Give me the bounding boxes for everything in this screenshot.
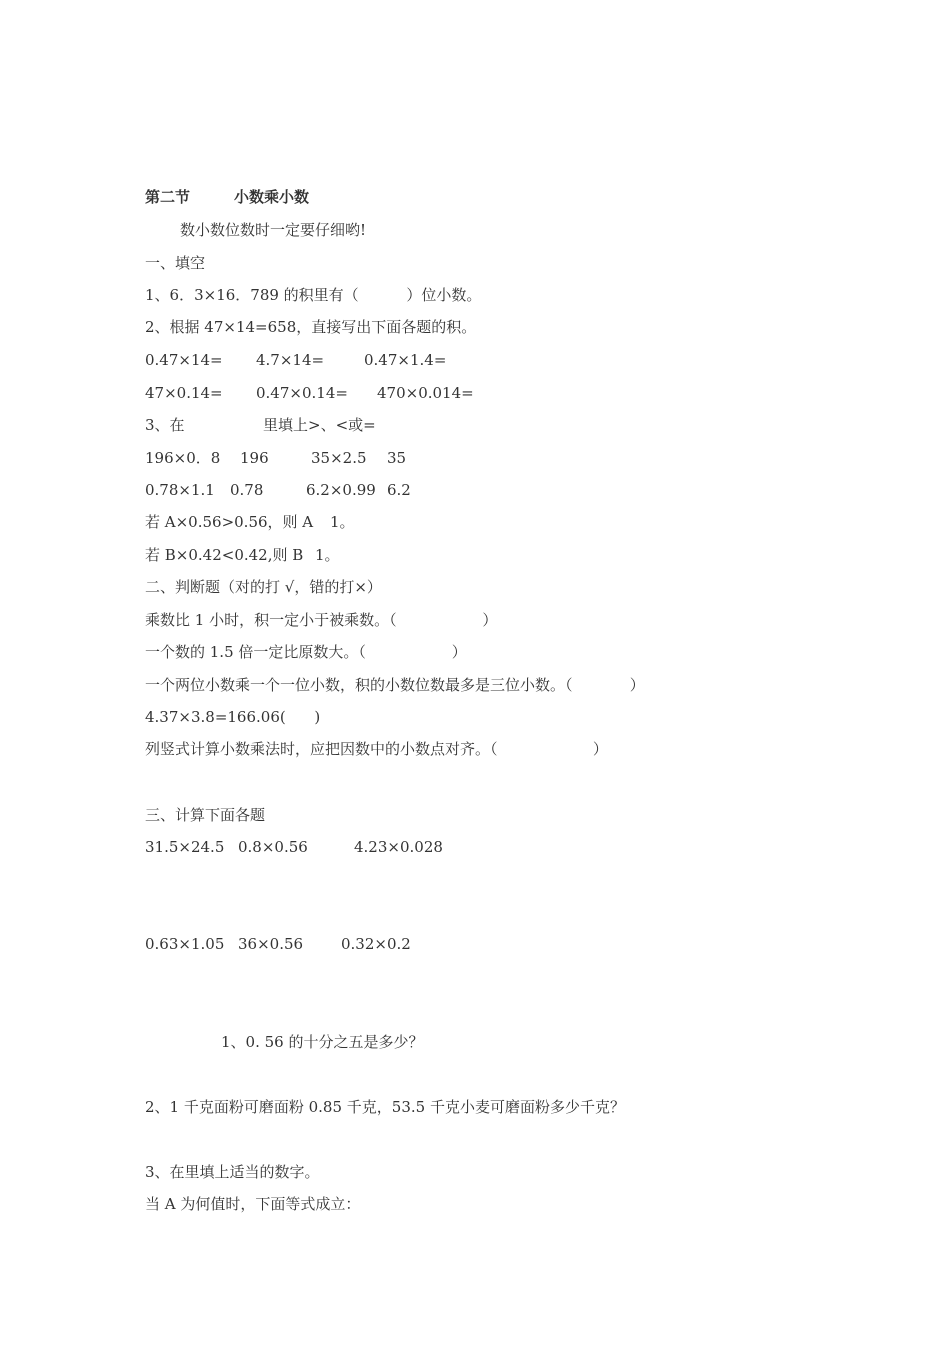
expr-cell: 470×0.014=	[377, 384, 474, 402]
question-3-prefix: 3、在	[145, 416, 185, 434]
condition-value: 1。	[315, 546, 340, 564]
expr-cell: 0.47×14=	[145, 351, 223, 369]
expr-cell: 4.7×14=	[256, 351, 325, 369]
compare-right: 0.78	[230, 481, 264, 499]
compare-left: 0.78×1.1	[145, 481, 215, 499]
judgment-item: 一个数的 1.5 倍一定比原数大。（ ）	[145, 643, 467, 661]
expr-cell: 47×0.14=	[145, 384, 223, 402]
condition-value: 1。	[330, 513, 355, 531]
section-title-text: 小数乘小数	[234, 188, 310, 206]
calc-item: 31.5×24.5	[145, 838, 225, 856]
calc-item: 4.23×0.028	[354, 838, 443, 856]
compare-left: 196×0．8	[145, 449, 221, 467]
word-problem-3: 3、在里填上适当的数字。	[145, 1163, 320, 1181]
compare-right: 196	[240, 449, 269, 467]
calc-row-b	[145, 934, 411, 1034]
part2-heading: 二、判断题（对的打 √，错的打×）	[145, 578, 382, 596]
judgment-item: 一个两位小数乘一个一位小数，积的小数位数最多是三位小数。（ ）	[145, 676, 645, 694]
compare-left: 35×2.5	[311, 449, 367, 467]
expr-cell: 0.47×0.14=	[256, 384, 348, 402]
judgment-item: 乘数比 1 小时，积一定小于被乘数。（ ）	[145, 611, 498, 629]
part1-question-1: 1、6．3×16．789 的积里有（ ）位小数。	[145, 286, 482, 304]
word-problem-1: 1、0. 56 的十分之五是多少？	[221, 1033, 424, 1051]
expr-cell: 0.47×1.4=	[364, 351, 447, 369]
condition-text: 若 B×0.42<0.42,则 B	[145, 546, 304, 564]
calc-item: 36×0.56	[238, 935, 304, 953]
word-problem-2: 2、1 千克面粉可磨面粉 0.85 千克，53.5 千克小麦可磨面粉多少千克？	[145, 1098, 625, 1116]
question-3-suffix: 里填上>、<或=	[263, 416, 376, 434]
compare-right: 6.2	[387, 481, 411, 499]
part1-heading: 一、填空	[145, 254, 206, 272]
compare-right: 35	[387, 449, 407, 467]
section-tip: 数小数位数时一定要仔细哟!	[180, 221, 367, 239]
part1-question-2: 2、根据 47×14=658，直接写出下面各题的积。	[145, 318, 477, 336]
calc-row-a	[145, 837, 443, 937]
calc-item: 0.8×0.56	[238, 838, 308, 856]
judgment-item: 4.37×3.8=166.06( )	[145, 708, 321, 726]
part3-heading: 三、计算下面各题	[145, 806, 266, 824]
judgment-item: 列竖式计算小数乘法时，应把因数中的小数点对齐。（ ）	[145, 740, 608, 758]
section-number: 第二节	[145, 188, 191, 206]
calc-item: 0.63×1.05	[145, 935, 225, 953]
condition-text: 若 A×0.56>0.56，则 A	[145, 513, 314, 531]
calc-item: 0.32×0.2	[341, 935, 411, 953]
word-problem-4: 当 A 为何值时，下面等式成立：	[145, 1195, 361, 1213]
compare-left: 6.2×0.99	[306, 481, 376, 499]
